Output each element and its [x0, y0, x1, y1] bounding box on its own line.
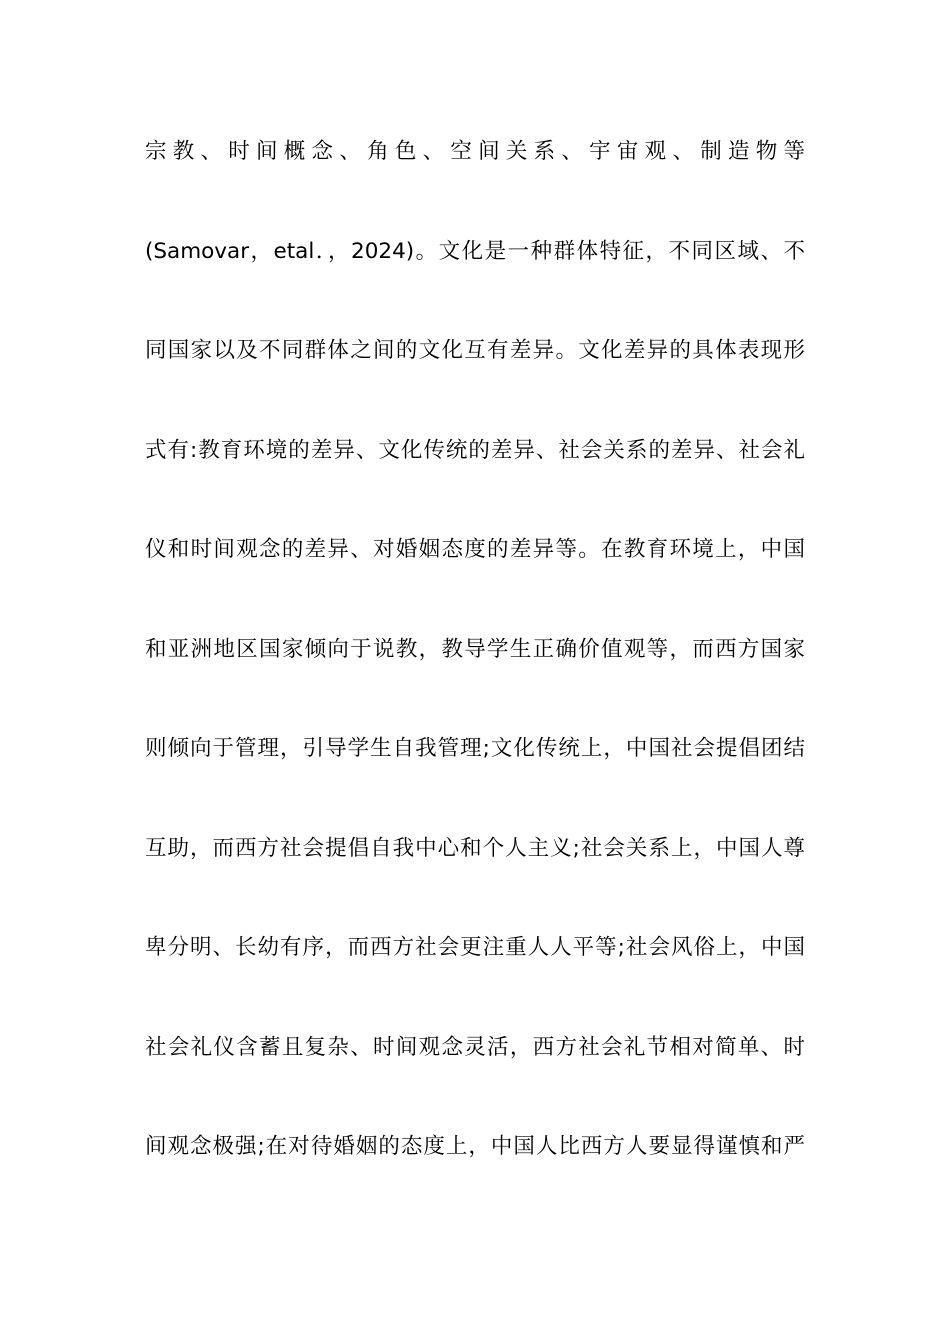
- body-paragraph: [145, 127, 805, 1222]
- text-line-5: 仪和时间观念的差异、对婚姻态度的差异等。在教育环境上，中国: [145, 537, 805, 562]
- text-line-6: 和亚洲地区国家倾向于说教，教导学生正确价值观等，而西方国家: [145, 636, 805, 662]
- text-line-10: 社会礼仪含蓄且复杂、时间观念灵活，西方社会礼节相对简单、时: [145, 1034, 805, 1060]
- text-line-2: (Samovar，etal．，2024)。文化是一种群体特征，不同区域、不: [145, 238, 805, 264]
- text-line-3: 同国家以及不同群体之间的文化互有差异。文化差异的具体表现形: [145, 338, 805, 363]
- text-line-7: 则倾向于管理，引导学生自我管理;文化传统上，中国社会提倡团结: [145, 736, 805, 761]
- text-line-1: 宗教、时间概念、角色、空间关系、宇宙观、制造物等: [145, 139, 805, 164]
- text-line-11: 间观念极强;在对待婚姻的态度上，中国人比西方人要显得谨慎和严: [145, 1134, 805, 1159]
- text-line-9: 卑分明、长幼有序，而西方社会更注重人人平等;社会风俗上，中国: [145, 935, 805, 960]
- text-line-4: 式有:教育环境的差异、文化传统的差异、社会关系的差异、社会礼: [145, 437, 805, 463]
- text-line-8: 互助，而西方社会提倡自我中心和个人主义;社会关系上，中国人尊: [145, 835, 805, 861]
